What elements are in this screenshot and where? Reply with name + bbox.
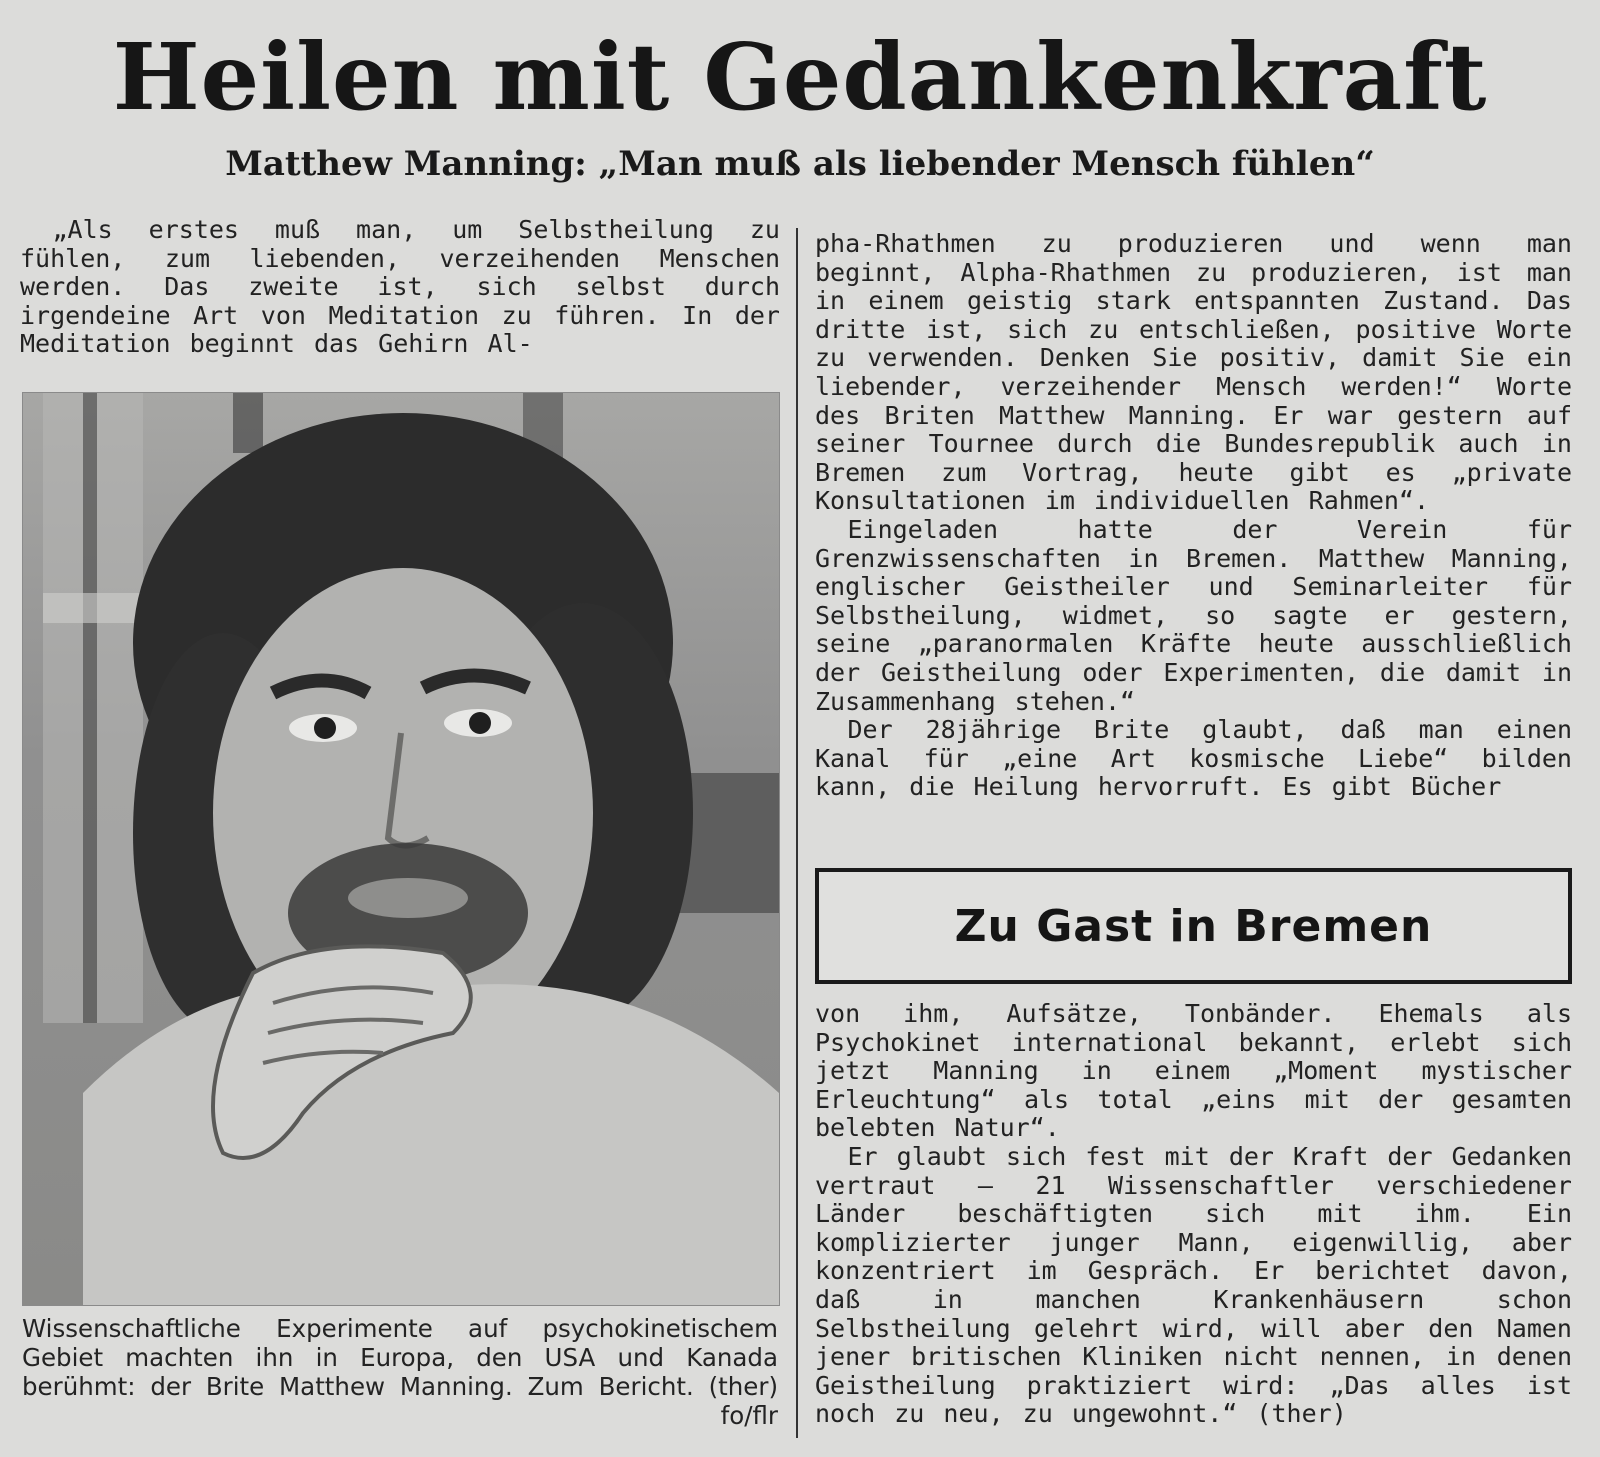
right-bottom-paragraph-2: Er glaubt sich fest mit der Kraft der Gedanken vertraut — 21 Wissenschaftler verschiedener Länder beschäftigten sich mit ihm. Ein komplizierter junger Mann, eigenwillig, aber konzentriert im Gespräch. Er berichtet davon, daß in manchen Krankenhäusern schon Selbstheilung gelehrt wird, will aber den Namen jener britischen Kliniken nicht nennen, in denen Geistheilung praktiziert wird: „Das alles ist noch zu neu, zu ungewohnt.“ (ther) bbox=[815, 1141, 1572, 1429]
photo-credit: fo/flr bbox=[720, 1401, 778, 1430]
left-column-text bbox=[20, 216, 780, 376]
right-paragraph-2: Eingeladen hatte der Verein für Grenzwissenschaften in Bremen. Matthew Manning, englischer Geistheiler und Seminarleiter für Selbstheilung, widmet, so sagte er gestern, seine „paranormalen Kräfte heute ausschließlich der Geistheilung oder Experimenten, die damit in Zusammenhang stehen.“ bbox=[815, 514, 1572, 716]
right-paragraph-1: pha-Rhathmen zu produzieren und wenn man beginnt, Alpha-Rhathmen zu produzieren, ist man in einem geistig stark entspannten Zustand. Das dritte ist, sich zu entschließen, positive Worte zu verwenden. Denken Sie positiv, damit Sie ein liebender, verzeihender Mensch werden!“ Worte des Briten Matthew Manning. Er war gestern auf seiner Tournee durch die Bundesrepublik auch in Bremen zum Vortrag, heute gibt es „private Konsultationen im individuellen Rahmen“. bbox=[815, 229, 1572, 516]
right-bottom-paragraph-1: von ihm, Aufsätze, Tonbänder. Ehemals als Psychokinet international bekannt, erlebt sich jetzt Manning in einem „Moment mystischer Erleuchtung“ als total „eins mit der gesamten belebten Natur“. bbox=[815, 999, 1572, 1143]
box-title: Zu Gast in Bremen bbox=[954, 900, 1433, 952]
caption-text: Wissenschaftliche Experimente auf psychokinetischem Gebiet machten ihn in Europa, den USA und Kanada berühmt: der Brite Matthew Manning. Zum Bericht. (ther) bbox=[22, 1314, 778, 1401]
right-column-bottom bbox=[815, 1000, 1572, 1440]
subheadline: Matthew Manning: „Man muß als liebender Mensch fühlen“ bbox=[225, 144, 1375, 184]
right-paragraph-3: Der 28jährige Brite glaubt, daß man einen Kanal für „eine Art kosmische Liebe“ bilden kann, die Heilung hervorruft. Es gibt Bücher bbox=[815, 715, 1572, 802]
right-column-top bbox=[815, 230, 1572, 850]
photo-caption bbox=[22, 1314, 778, 1430]
left-paragraph-1: „Als erstes muß man, um Selbstheilung zu fühlen, zum liebenden, verzeihenden Menschen werden. Das zweite ist, sich selbst durch irgendeine Art von Meditation zu führen. In der Meditation beginnt das Gehirn Al- bbox=[20, 215, 780, 359]
portrait-photo bbox=[22, 392, 780, 1306]
headline: Heilen mit Gedankenkraft bbox=[112, 23, 1488, 131]
column-divider bbox=[796, 228, 798, 1438]
boxed-section-title bbox=[815, 868, 1572, 984]
portrait-illustration bbox=[23, 393, 779, 1305]
